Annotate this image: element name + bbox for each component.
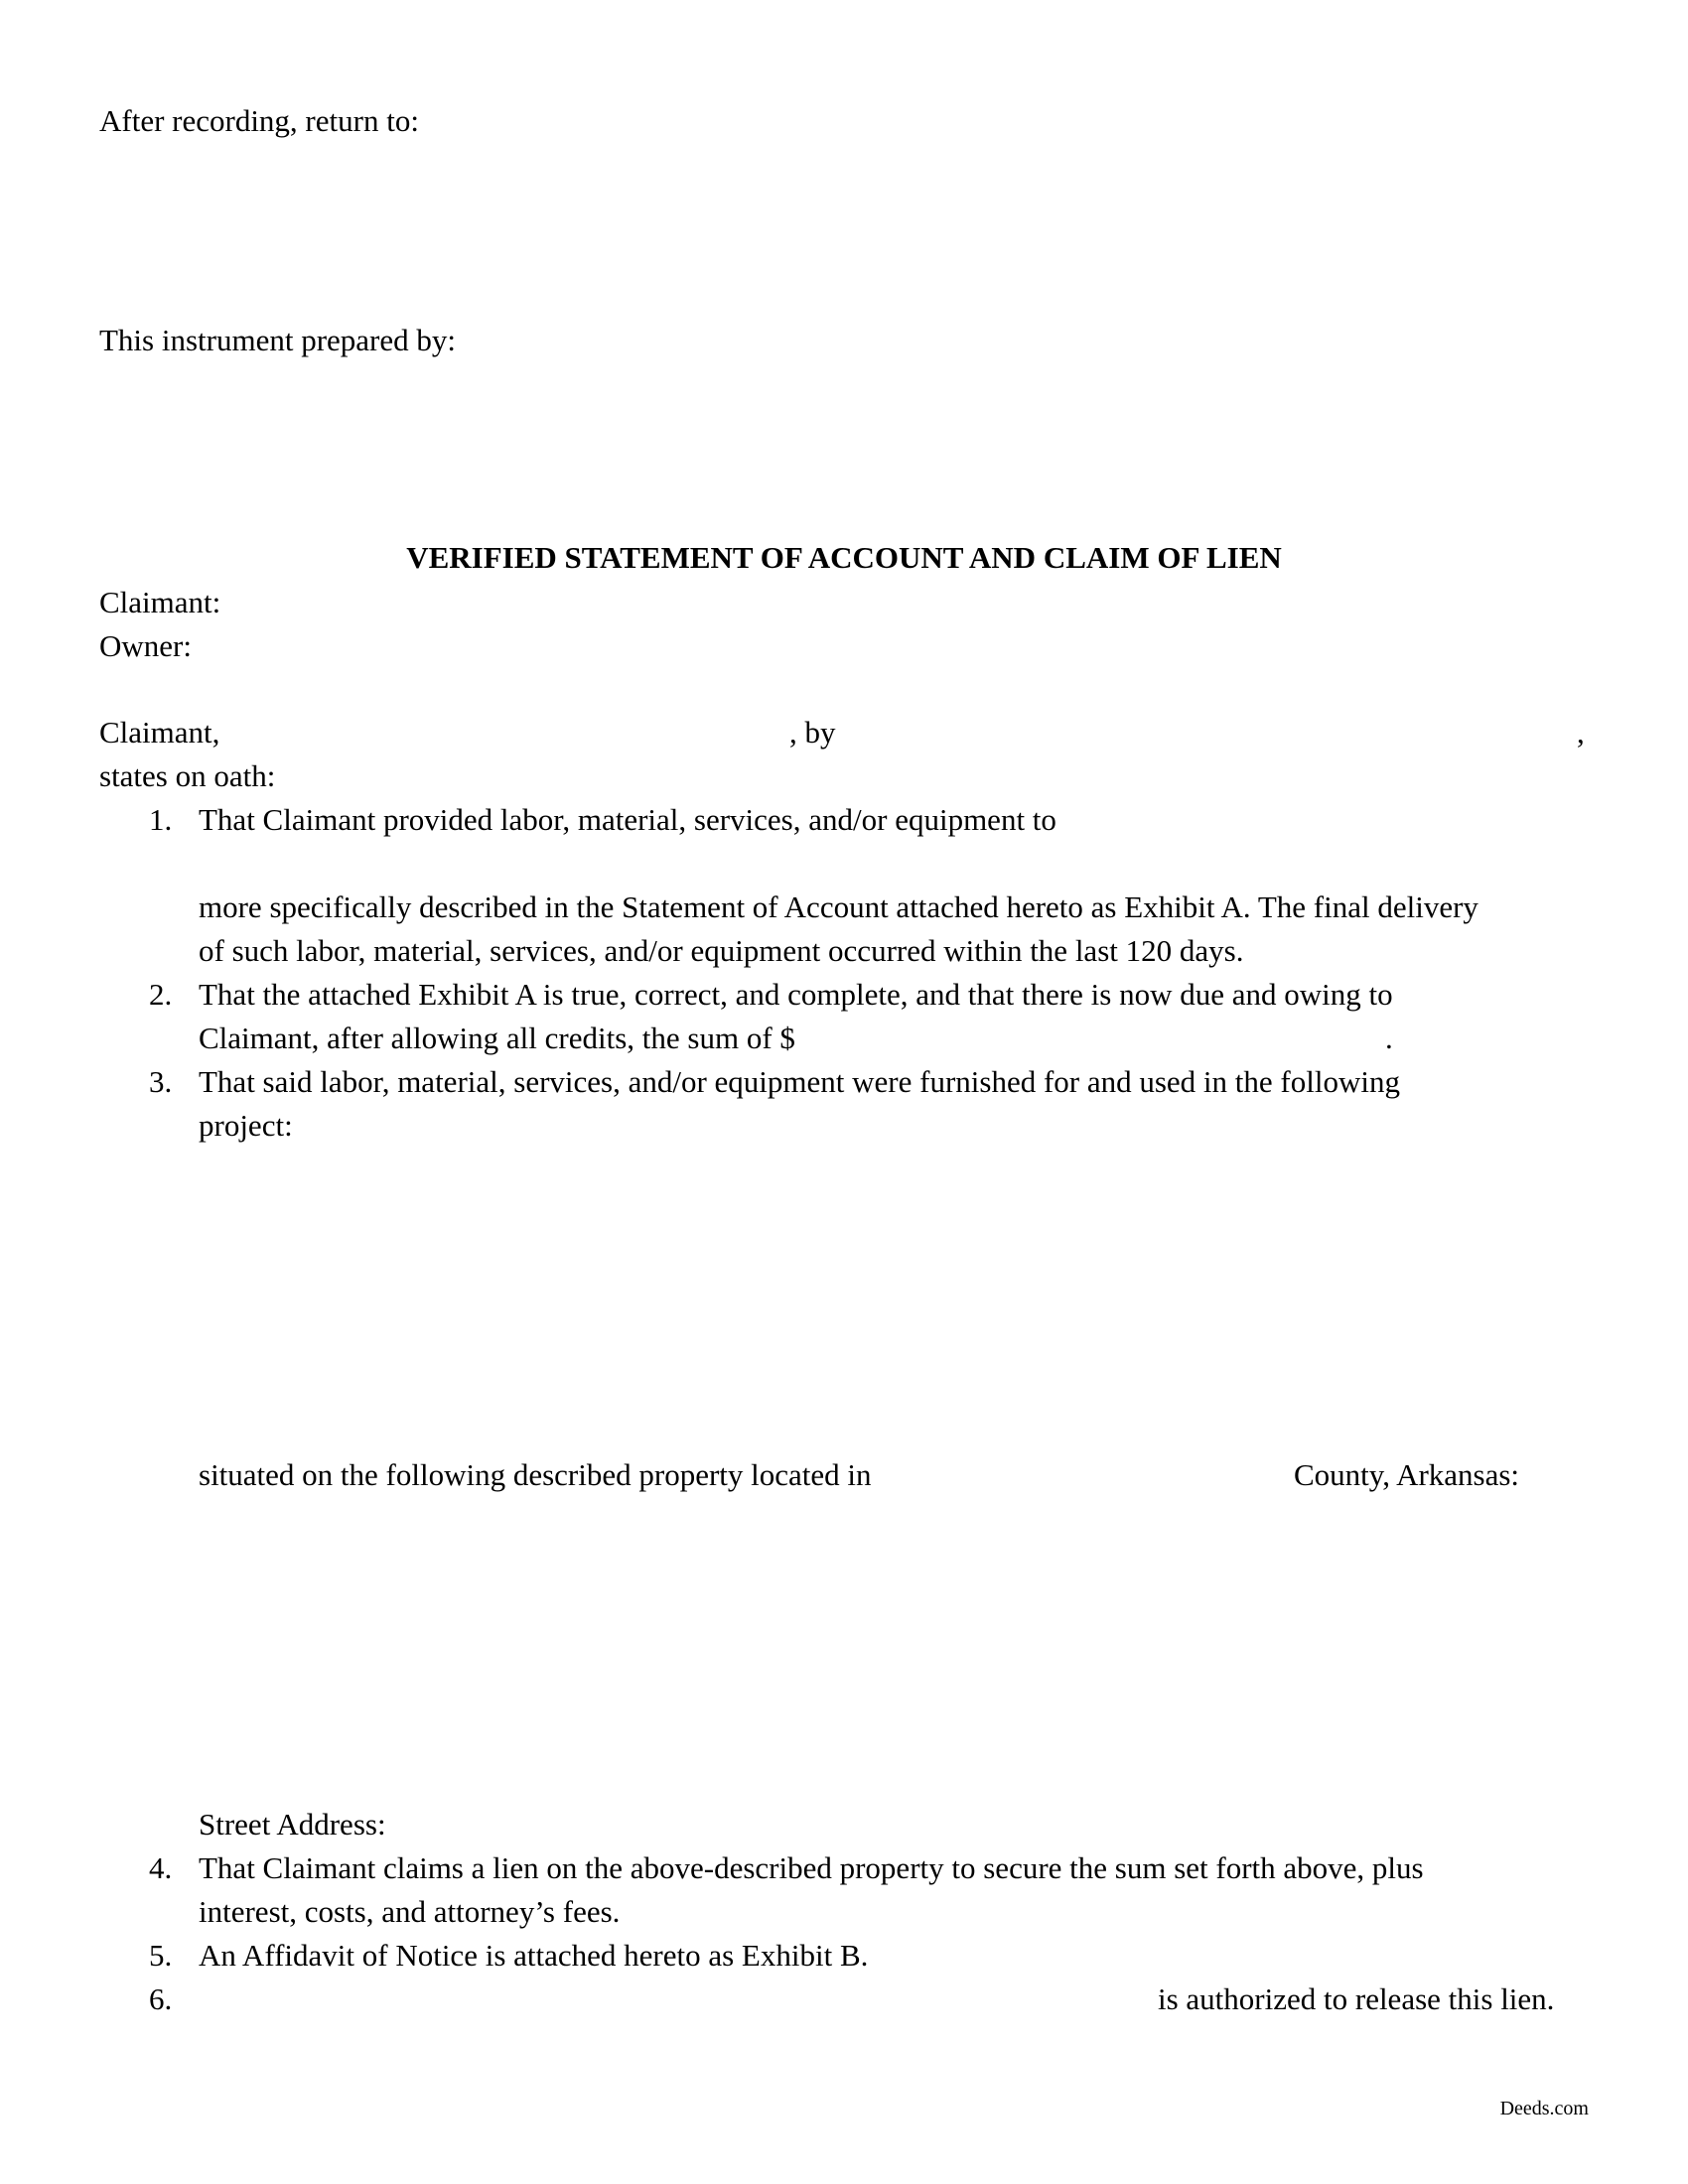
item-6-line-1: is authorized to release this lien. bbox=[1158, 1981, 1555, 2016]
situated-text: situated on the following described property located in bbox=[199, 1457, 872, 1492]
owner-label: Owner: bbox=[99, 628, 192, 663]
street-address-label: Street Address: bbox=[199, 1807, 386, 1842]
item-number-2: 2. bbox=[149, 977, 173, 1012]
item-number-6: 6. bbox=[149, 1981, 173, 2016]
document-title: VERIFIED STATEMENT OF ACCOUNT AND CLAIM OF LIEN bbox=[406, 540, 1282, 575]
footer-brand: Deeds.com bbox=[1499, 2098, 1589, 2119]
item-2-period: . bbox=[1385, 1021, 1393, 1055]
item-1-line-2: more specifically described in the Statement of Account attached hereto as Exhibit A. The final delivery bbox=[199, 889, 1478, 924]
item-4-line-1: That Claimant claims a lien on the above-described property to secure the sum set forth above, plus bbox=[199, 1850, 1424, 1885]
item-1-line-1: That Claimant provided labor, material, services, and/or equipment to bbox=[199, 802, 1056, 837]
item-3-line-1: That said labor, material, services, and/or equipment were furnished for and used in the following bbox=[199, 1064, 1400, 1099]
oath-comma: , bbox=[1577, 715, 1585, 750]
item-2-line-1: That the attached Exhibit A is true, correct, and complete, and that there is now due and owing to bbox=[199, 977, 1393, 1012]
county-text: County, Arkansas: bbox=[1294, 1457, 1520, 1492]
item-5-line-1: An Affidavit of Notice is attached hereto as Exhibit B. bbox=[199, 1938, 869, 1973]
item-4-line-2: interest, costs, and attorney’s fees. bbox=[199, 1894, 621, 1929]
oath-claimant: Claimant, bbox=[99, 715, 220, 750]
item-number-4: 4. bbox=[149, 1850, 173, 1885]
item-number-3: 3. bbox=[149, 1064, 173, 1099]
claimant-label: Claimant: bbox=[99, 585, 221, 619]
item-3-line-2: project: bbox=[199, 1108, 293, 1143]
return-to-label: After recording, return to: bbox=[99, 103, 419, 138]
prepared-by-label: This instrument prepared by: bbox=[99, 323, 456, 357]
item-1-line-3: of such labor, material, services, and/or equipment occurred within the last 120 days. bbox=[199, 933, 1244, 968]
oath-by: , by bbox=[789, 715, 836, 750]
item-number-1: 1. bbox=[149, 802, 173, 837]
item-2-line-2: Claimant, after allowing all credits, the sum of $ bbox=[199, 1021, 795, 1055]
item-number-5: 5. bbox=[149, 1938, 173, 1973]
oath-states: states on oath: bbox=[99, 758, 276, 793]
